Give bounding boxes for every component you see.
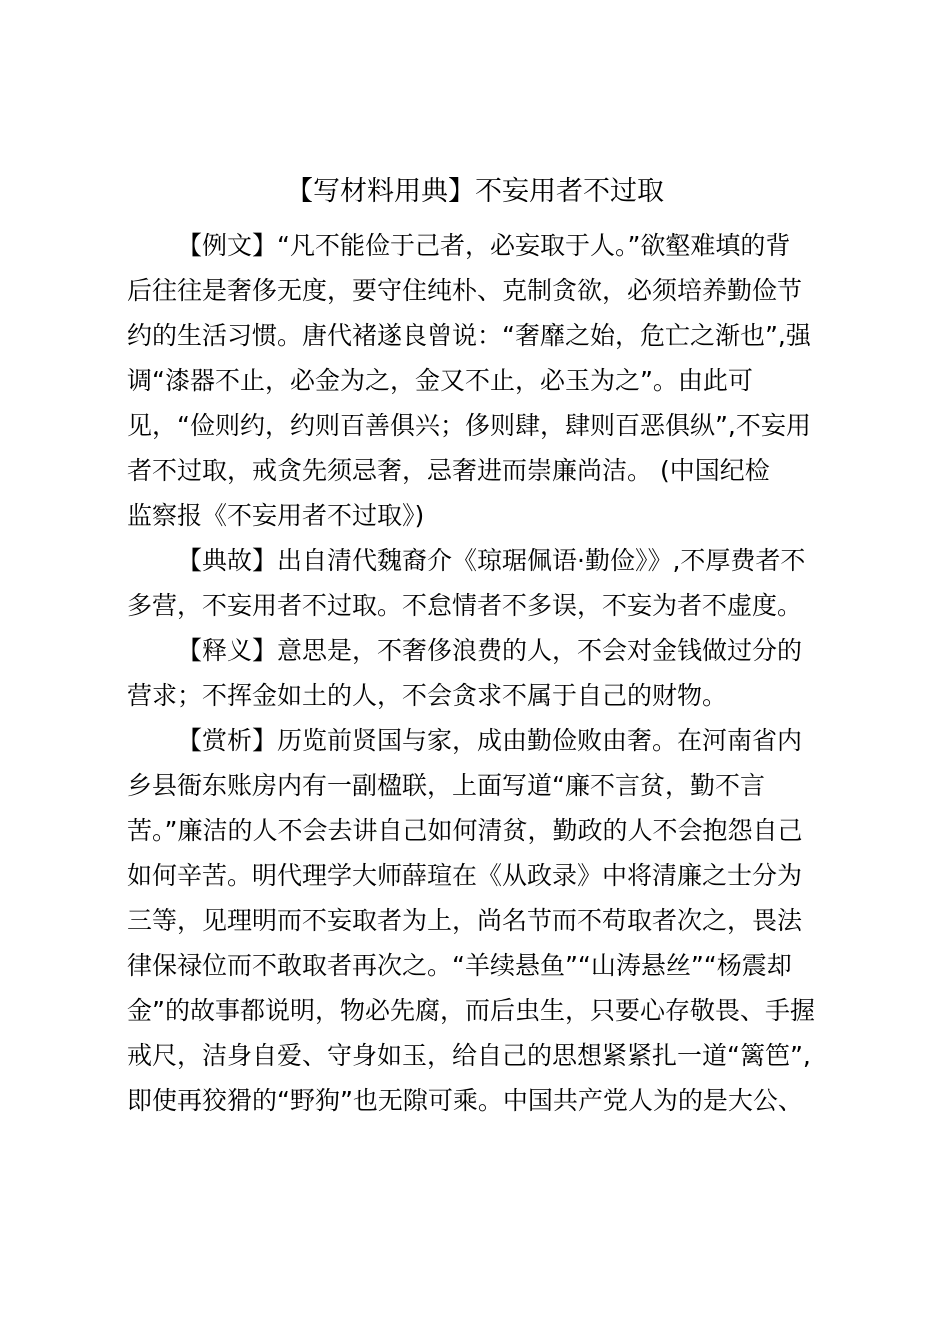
paragraph-line: 后往往是奢侈无度，要守住纯朴、克制贪欲，必须培养勤俭节 <box>127 276 803 305</box>
paragraph-line: 如何辛苦。明代理学大师薛瑄在《从政录》中将清廉之士分为 <box>127 861 803 890</box>
paragraph-line: 金”的故事都说明，物必先腐，而后虫生，只要心存敬畏、手握 <box>127 996 815 1025</box>
paragraph-line: 者不过取，戒贪先须忌奢，忌奢进而崇廉尚洁。 (中国纪检 <box>127 456 770 485</box>
document-title: 【写材料用典】不妄用者不过取 <box>286 176 664 207</box>
paragraph-line: 乡县衙东账房内有一副楹联，上面写道“廉不言贫，勤不言 <box>127 771 765 800</box>
paragraph-line: 监察报《不妄用者不过取》) <box>127 501 425 530</box>
paragraph-line: 即使再狡猾的“野狗”也无隙可乘。中国共产党人为的是大公、 <box>127 1086 803 1115</box>
paragraph-line: 苦。”廉洁的人不会去讲自己如何清贫，勤政的人不会抱怨自己 <box>127 816 803 845</box>
paragraph-line: 【典故】出自清代魏裔介《琼琚佩语·勤俭》》,不厚费者不 <box>177 546 806 575</box>
paragraph-line: 调“漆器不止，必金为之，金又不止，必玉为之”。由此可 <box>127 366 753 395</box>
paragraph-line: 【例文】“凡不能俭于己者，必妄取于人。”欲壑难填的背 <box>177 231 791 260</box>
paragraph-line: 约的生活习惯。唐代褚遂良曾说：“奢靡之始，危亡之渐也”,强 <box>127 321 811 350</box>
paragraph-line: 【释义】意思是，不奢侈浪费的人，不会对金钱做过分的 <box>177 636 803 665</box>
paragraph-line: 律保禄位而不敢取者再次之。“羊续悬鱼”“山涛悬丝”“杨震却 <box>127 951 792 980</box>
paragraph-line: 戒尺，洁身自爱、守身如玉，给自己的思想紧紧扎一道“篱笆”, <box>127 1041 811 1070</box>
paragraph-line: 见，“俭则约，约则百善俱兴；侈则肆，肆则百恶俱纵”,不妄用 <box>127 411 811 440</box>
paragraph-line: 三等，见理明而不妄取者为上，尚名节而不苟取者次之，畏法 <box>127 906 803 935</box>
paragraph-line: 【赏析】历览前贤国与家，成由勤俭败由奢。在河南省内 <box>177 726 803 755</box>
paragraph-line: 营求；不挥金如土的人，不会贪求不属于自己的财物。 <box>127 681 728 710</box>
paragraph-line: 多营，不妄用者不过取。不怠情者不多误，不妄为者不虚度。 <box>127 591 803 620</box>
